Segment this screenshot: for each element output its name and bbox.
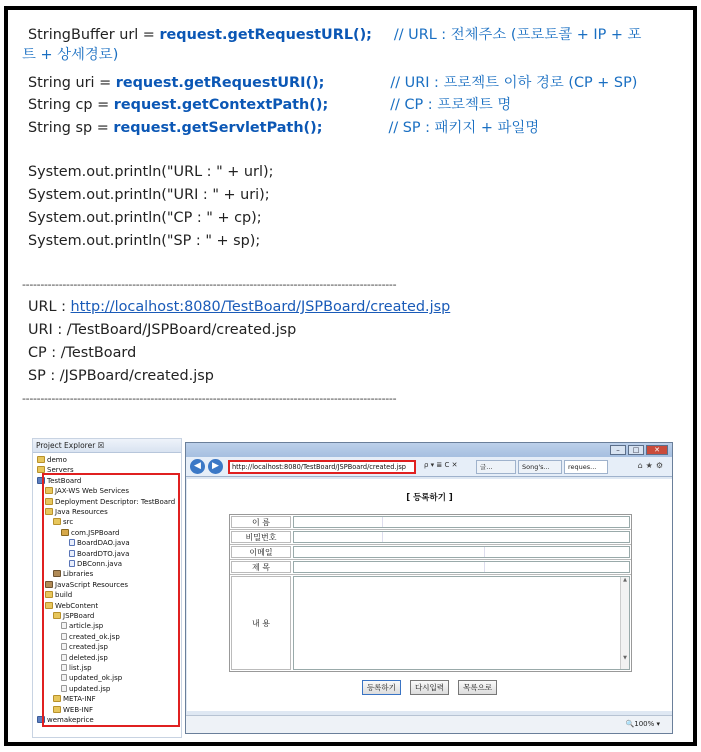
forward-icon[interactable]: ▶ (208, 459, 223, 474)
tree-item-label: Libraries (63, 570, 94, 579)
tree-item[interactable] (37, 455, 67, 465)
code-line-cp (28, 94, 511, 116)
code-text: StringBuffer url = (28, 27, 160, 43)
print-line: System.out.println("SP : " + sp); (28, 233, 261, 249)
browser-tab[interactable]: Song's... (518, 460, 562, 474)
tree-item-label: created.jsp (69, 643, 108, 652)
tree-item-label: Java Resources (55, 508, 108, 516)
tree-item-label: TestBoard (47, 476, 82, 485)
name-input[interactable] (293, 516, 630, 528)
tree-item-label: com.JSPBoard (71, 528, 120, 537)
output-sp: SP : /JSPBoard/created.jsp (28, 368, 214, 384)
close-button[interactable]: ✕ (646, 445, 668, 455)
list-button[interactable]: 목록으로 (458, 680, 497, 695)
tree-item-label: META-INF (63, 695, 96, 704)
tree-item-label: created_ok.jsp (69, 632, 120, 641)
tree-item-label: updated.jsp (69, 684, 111, 693)
maximize-button[interactable]: □ (628, 445, 644, 455)
form-table (229, 514, 632, 672)
back-icon[interactable]: ◀ (190, 459, 205, 474)
project-explorer (32, 438, 182, 738)
code-comment: // URL : 전체주소 (프로토콜 + IP + 포 (393, 27, 642, 43)
tree-item-label: demo (47, 456, 67, 464)
register-button[interactable]: 등록하기 (362, 680, 401, 695)
code-line-url (28, 24, 641, 46)
code-comment: 트 + 상세경로) (22, 47, 119, 63)
print-line: System.out.println("CP : " + cp); (28, 210, 262, 226)
code-call: request.getRequestURL(); (159, 27, 372, 43)
tree-item-label: WebContent (55, 601, 99, 610)
tree-item-label: deleted.jsp (69, 653, 108, 662)
subject-input[interactable] (293, 561, 630, 573)
tree-item-label: build (55, 591, 73, 600)
minimize-button[interactable]: – (610, 445, 626, 455)
textarea-scrollbar[interactable]: ▲ ▼ (620, 577, 629, 669)
code-call: request.getRequestURI(); (115, 75, 325, 91)
tree-item-label: WEB-INF (63, 705, 93, 714)
tree-item-label: JAX-WS Web Services (55, 487, 130, 496)
browser-statusbar (186, 715, 672, 733)
form-row-content (230, 575, 631, 671)
form-buttons (187, 675, 672, 695)
code-line-sp (28, 117, 539, 139)
field-label: 비밀번호 (231, 531, 291, 543)
output-cp: CP : /TestBoard (28, 345, 137, 361)
code-comment: // CP : 프로젝트 명 (390, 97, 512, 113)
code-call: request.getServletPath(); (113, 120, 323, 136)
tree-item-label: JSPBoard (63, 612, 95, 620)
code-comment: // URI : 프로젝트 이하 경로 (CP + SP) (390, 75, 638, 91)
tree-item-label: list.jsp (69, 664, 92, 672)
form-row-name (230, 515, 631, 530)
code-call: request.getContextPath(); (113, 97, 329, 113)
code-line-uri (28, 72, 637, 94)
code-text: String cp = (28, 97, 114, 113)
browser-tab[interactable]: reques... (564, 460, 608, 474)
field-label: 이 름 (231, 516, 291, 528)
separator: ------------------------------------------------------------------------------------------------------ (22, 392, 397, 405)
tree-item-label: BoardDAO.java (77, 539, 130, 548)
address-tools[interactable]: ρ ▾ ≣ C ✕ (424, 461, 458, 469)
tree-item-label: DBConn.java (77, 560, 123, 568)
output-url-link[interactable]: http://localhost:8080/TestBoard/JSPBoard/created.jsp (70, 299, 451, 315)
project-explorer-header: Project Explorer ☒ (33, 439, 181, 453)
highlight-box (42, 473, 180, 727)
email-input[interactable] (293, 546, 630, 558)
browser-navbar (186, 457, 672, 477)
output-url (28, 296, 450, 318)
tree-item-label: BoardDTO.java (77, 549, 130, 558)
print-line: System.out.println("URI : " + uri); (28, 187, 270, 203)
address-bar[interactable]: http://localhost:8080/TestBoard/JSPBoard/created.jsp (228, 460, 416, 474)
browser-toolbar-icons[interactable]: ⌂★⚙ (637, 461, 666, 470)
code-line-url-cont (22, 44, 118, 66)
browser-titlebar (186, 443, 672, 457)
tree-item-label: Servers (47, 466, 74, 475)
password-input[interactable] (293, 531, 630, 543)
separator: ------------------------------------------------------------------------------------------------------ (22, 278, 397, 291)
folder-icon (37, 456, 45, 463)
reset-button[interactable]: 다시입력 (410, 680, 449, 695)
code-text: String sp = (28, 120, 114, 136)
form-row-subject (230, 560, 631, 575)
browser-window (185, 442, 673, 734)
browser-tab[interactable]: 글... (476, 460, 516, 474)
tree-item-label: updated_ok.jsp (69, 674, 123, 683)
tree-item-label: JavaScript Resources (55, 580, 129, 589)
code-comment: // SP : 패키지 + 파일명 (388, 120, 540, 136)
form-title: [ 등록하기 ] (406, 493, 453, 503)
tree-item-label: Deployment Descriptor: TestBoard (55, 497, 176, 506)
embedded-screenshot (32, 438, 672, 738)
field-label: 제 목 (231, 561, 291, 573)
tree-item-label: article.jsp (69, 622, 104, 631)
document-frame (4, 6, 697, 746)
zoom-control[interactable]: 🔍100% ▾ (625, 720, 660, 728)
content-textarea[interactable] (293, 576, 630, 670)
tree-item-label: wemakeprice (47, 716, 94, 724)
tree-item-label: src (63, 518, 74, 527)
field-label: 내 용 (231, 576, 291, 670)
print-line: System.out.println("URL : " + url); (28, 164, 274, 180)
output-uri: URI : /TestBoard/JSPBoard/created.jsp (28, 322, 297, 338)
web-page (187, 479, 672, 711)
form-row-password (230, 530, 631, 545)
code-text: String uri = (28, 75, 116, 91)
output-label: URL : (28, 299, 71, 315)
form-row-email (230, 545, 631, 560)
field-label: 이메일 (231, 546, 291, 558)
